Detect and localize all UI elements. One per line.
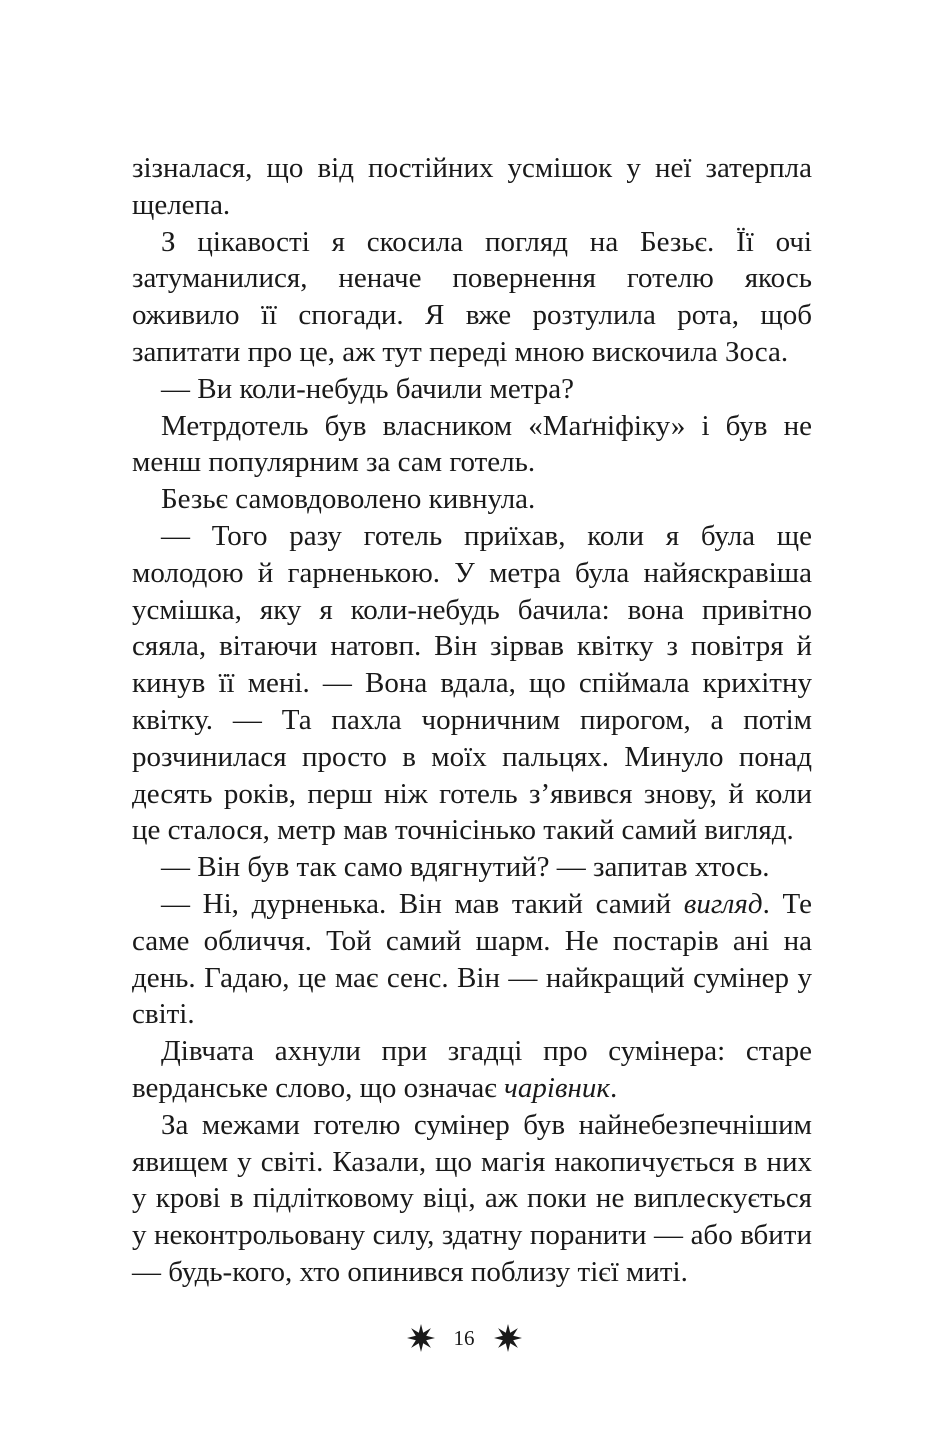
- paragraph-9-emphasis: чарівник: [504, 1071, 610, 1104]
- paragraph-7-text: — Він був так само вдягнутий? — запитав хтось.: [161, 851, 770, 884]
- paragraph-8: [132, 886, 812, 1033]
- star-burst-icon: [493, 1323, 523, 1353]
- star-burst-icon: [406, 1323, 436, 1353]
- page-number: 16: [453, 1326, 475, 1350]
- paragraph-4: [132, 408, 812, 482]
- body-text: [132, 150, 812, 1291]
- paragraph-10: [132, 1107, 812, 1291]
- paragraph-6-text: — Того разу готель приїхав, коли я була ще молодою й гарненькою. У метра була найяскравіша усмішка, яку я коли-небудь бачила: вона привітно сяяла, вітаючи натовп. Він зірвав квітку з повітря й кинув її мені. — Вона вдала, що спіймала крихітну квітку. — Та пахла чорничним пирогом, а потім розчинилася просто в моїх пальцях. Минуло понад десять років, перш ніж готель з’явився знову, й коли це сталося, метр мав точнісінько такий самий вигляд.: [132, 519, 812, 847]
- paragraph-8-text-a: — Ні, дурненька. Він мав такий самий: [161, 887, 684, 920]
- paragraph-8-text-b: . Те саме обличчя. Той самий шарм. Не постарів ані на день. Гадаю, це має сенс. Він — найкращий сумінер у світі.: [132, 887, 812, 1031]
- paragraph-9-text-b: .: [609, 1071, 618, 1104]
- paragraph-4-text: Метрдотель був власником «Маґніфіку» і був не менш популярним за сам готель.: [132, 409, 812, 479]
- paragraph-10-text: За межами готелю сумінер був найнебезпечнішим явищем у світі. Казали, що магія накопичується в них у крові в підлітковому віці, аж поки не виплескується у неконтрольовану силу, здатну поранити — або вбити — будь-кого, хто опинився поблизу тієї миті.: [132, 1108, 812, 1288]
- paragraph-8-emphasis: вигляд: [683, 887, 763, 920]
- paragraph-1: [132, 150, 812, 224]
- paragraph-9: [132, 1033, 812, 1107]
- paragraph-5: [132, 481, 812, 518]
- page-footer: [0, 1318, 928, 1358]
- paragraph-3: [132, 371, 812, 408]
- paragraph-9-text-a: Дівчата ахнули при згадці про сумінера: старе верданське слово, що означає: [132, 1035, 812, 1104]
- paragraph-6: [132, 518, 812, 849]
- paragraph-1-text: зізналася, що від постійних усмішок у неї затерпла щелепа.: [132, 152, 812, 221]
- paragraph-3-text: — Ви коли-небудь бачили метра?: [161, 372, 574, 405]
- paragraph-2-text: З цікавості я скосила погляд на Безьє. Її очі затуманилися, неначе повернення готелю якось оживило її спогади. Я вже розтулила рота, щоб запитати про це, аж тут переді мною вискочила Зоса.: [132, 225, 812, 368]
- paragraph-5-text: Безьє самовдоволено кивнула.: [161, 483, 536, 516]
- paragraph-7: [132, 849, 812, 886]
- paragraph-2: [132, 224, 812, 371]
